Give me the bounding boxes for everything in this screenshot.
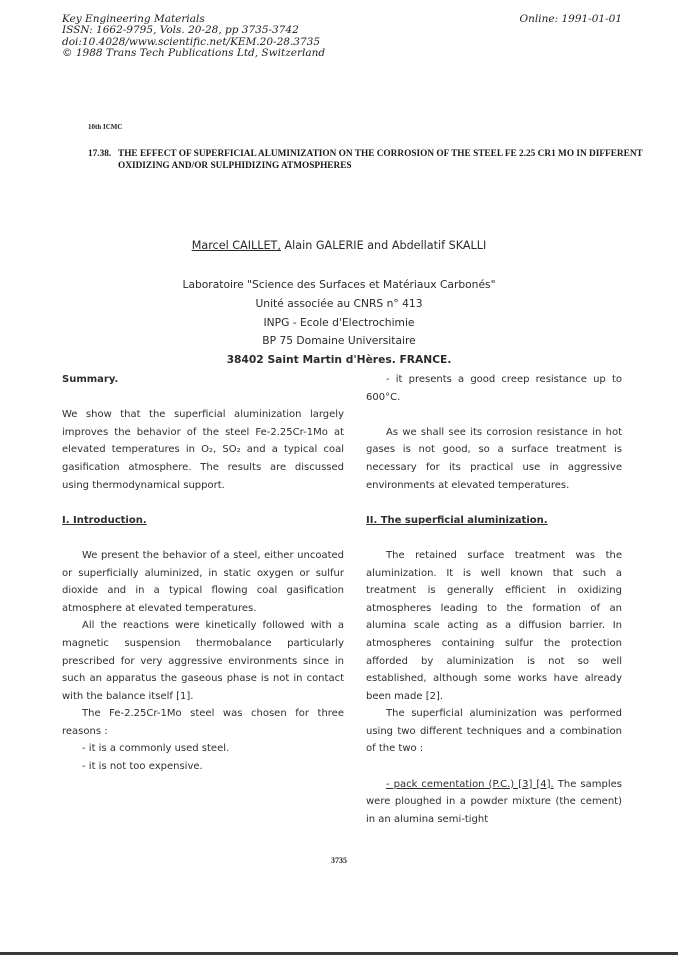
article-title [88, 148, 648, 172]
intro-paragraph: We present the behavior of a steel, either uncoated or superficially aluminized, in static oxygen or sulfur dioxide and in a typical flowing coal gasification atmosphere at elevated temperatures. [62, 549, 344, 614]
conference-label: 10th ICMC [88, 123, 123, 131]
summary-text: We show that the superficial aluminization largely improves the behavior of the steel Fe-2.25Cr-1Mo at elevated temperatures in O₂, SO₂ and a typical coal gasification atmosphere. The results are discussed using thermodynamical support. [62, 409, 344, 491]
intro-paragraph: The Fe-2.25Cr-1Mo steel was chosen for three reasons : [62, 708, 344, 737]
summary-heading: Summary. [62, 374, 119, 385]
author-1: Marcel CAILLET, [191, 239, 281, 252]
page-number: 3735 [331, 856, 347, 865]
body-paragraph [366, 776, 622, 829]
affiliation-line: 38402 Saint Martin d'Hères. FRANCE. [226, 353, 452, 367]
pack-cementation-text: The samples were ploughed in a powder mixture (the cement) in an alumina semi-tight [366, 778, 622, 825]
author-2: Alain GALERIE [284, 239, 364, 252]
doi-line: doi:10.4028/www.scientific.net/KEM.20-28.3735 [62, 35, 321, 48]
left-column [62, 371, 344, 776]
affiliation [0, 276, 678, 370]
author-list [0, 239, 678, 252]
reason-item: - it is not too expensive. [82, 761, 203, 773]
article-title-text: THE EFFECT OF SUPERFICIAL ALUMINIZATION ON THE CORROSION OF THE STEEL FE 2.25 CR1 MO IN DIFFERENT OXIDIZING AND/OR SULPHIDIZING ATMOSPHERES [118, 149, 643, 171]
issn-line: ISSN: 1662-9795, Vols. 20-28, pp 3735-3742 [62, 24, 299, 37]
body-paragraph: As we shall see its corrosion resistance in hot gases is not good, so a surface treatment is necessary for its practical use in aggressive environments at elevated temperatures. [366, 426, 622, 491]
body-paragraph: The retained surface treatment was the aluminization. It is well known that such a treatment is generally efficient in oxidizing atmospheres leading to the formation of an alumina scale acting as a diffusion barrier. In atmospheres containing sulfur the protection afforded by aluminization is not so well established, although some works have already been made [2]. [366, 549, 622, 702]
affiliation-line: Laboratoire "Science des Surfaces et Matériaux Carbonés" [182, 278, 496, 291]
online-date: Online: 1991-01-01 [519, 13, 622, 25]
article-number: 17.38. [88, 149, 112, 159]
affiliation-line: Unité associée au CNRS n° 413 [255, 296, 423, 310]
copyright-line: © 1988 Trans Tech Publications Ltd, Switzerland [62, 47, 326, 60]
affiliation-line: INPG - Ecole d'Electrochimie [263, 315, 415, 329]
affiliation-line: BP 75 Domaine Universitaire [262, 334, 416, 348]
reason-item: - it presents a good creep resistance up to 600°C. [366, 374, 622, 403]
intro-paragraph: All the reactions were kinetically followed with a magnetic suspension thermobalance particularly prescribed for very aggressive environments since in such an apparatus the gaseous phase is not in contact with the balance itself [1]. [62, 620, 344, 702]
author-3: Abdellatif SKALLI [391, 239, 487, 252]
reason-item: - it is a commonly used steel. [82, 743, 230, 755]
introduction-heading: I. Introduction. [62, 514, 147, 526]
section-heading: II. The superficial aluminization. [366, 514, 548, 526]
publication-header [62, 14, 622, 60]
bottom-rule [0, 952, 678, 955]
right-column [366, 371, 622, 828]
pack-cementation-label: - pack cementation (P.C.) [3] [4]. [386, 778, 554, 790]
author-conjunction: and [367, 239, 389, 252]
journal-name: Key Engineering Materials [62, 13, 205, 25]
body-paragraph: The superficial aluminization was performed using two different techniques and a combination of the two : [366, 708, 622, 755]
